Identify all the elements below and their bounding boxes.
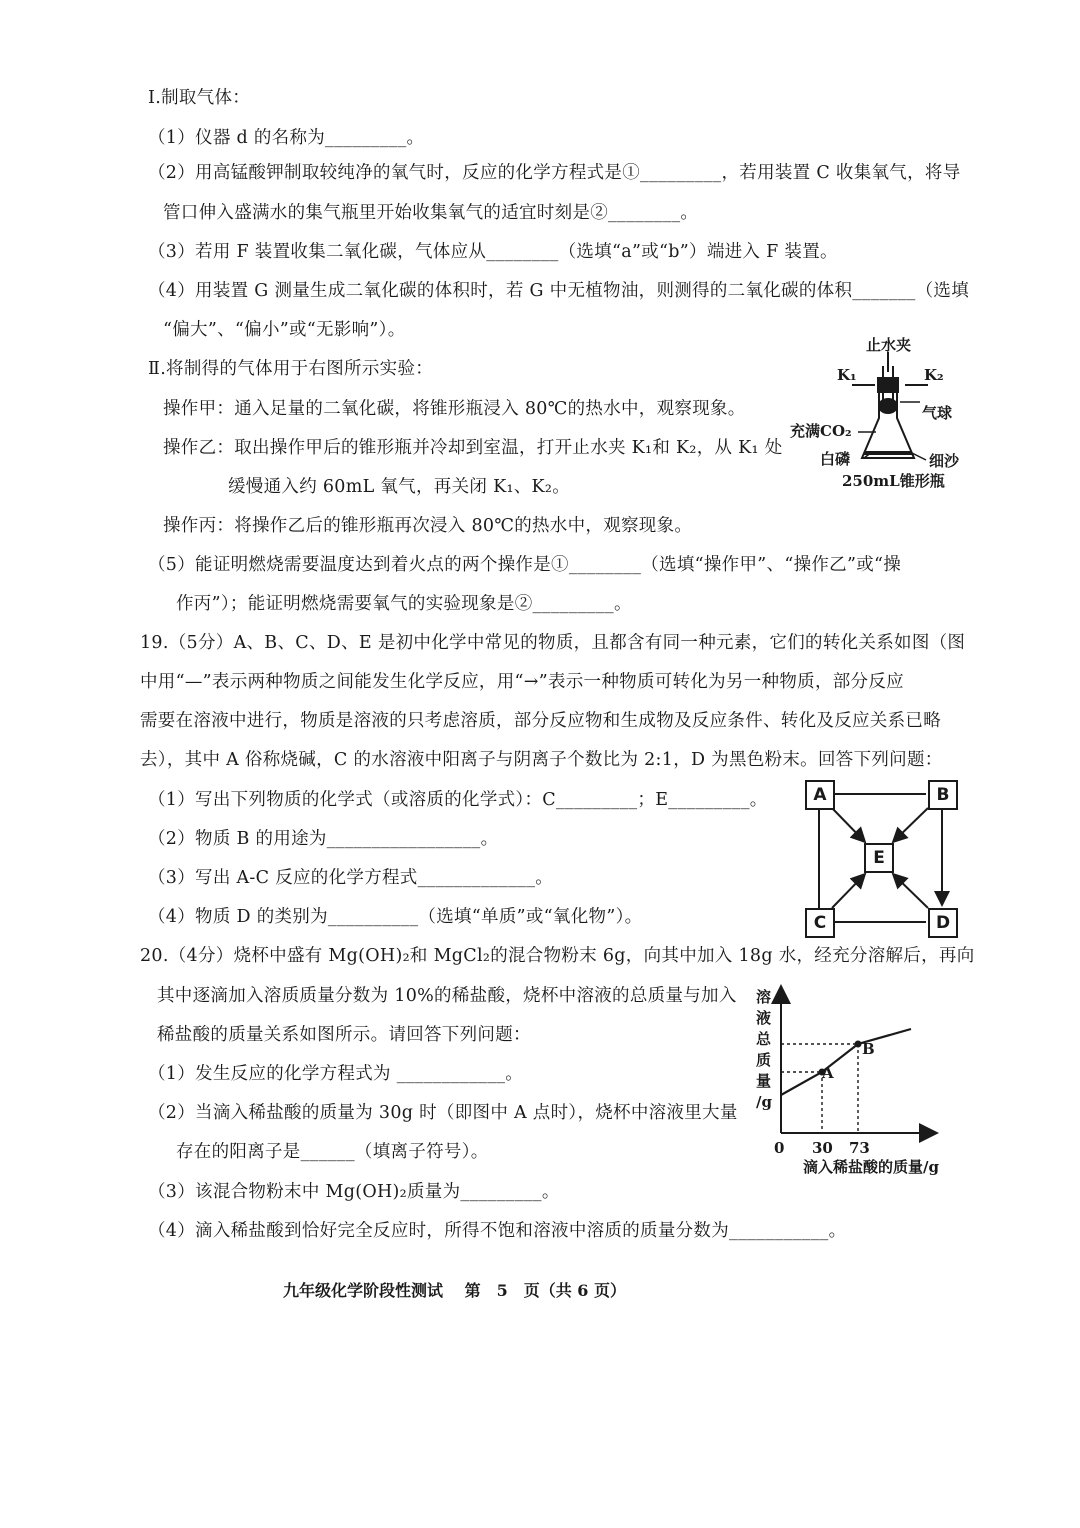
question-line: “偏大”、“偏小”或“无影响”）。	[163, 320, 406, 340]
point-a-label: A	[822, 1064, 834, 1082]
node-d: D	[928, 908, 958, 938]
y-label-char: /g	[756, 1093, 772, 1111]
question-20-stem: 20.（4分）烧杯中盛有 Mg(OH)₂和 MgCl₂的混合物粉末 6g，向其中加入 18g 水，经充分溶解后，再向	[140, 946, 975, 966]
question-19-stem: 需要在溶液中进行，物质是溶液的只考虑溶质，部分反应物和生成物及反应条件、转化及反应关系已略	[140, 711, 941, 731]
operation-line: 操作乙：取出操作甲后的锥形瓶并冷却到室温，打开止水夹 K₁和 K₂，从 K₁ 处	[163, 438, 783, 458]
x-tick-73: 73	[849, 1139, 870, 1157]
question-line: （3）若用 F 装置收集二氧化碳，气体应从________（选填“a”或“b”）端进入 F 装置。	[148, 242, 838, 262]
x-axis-label: 滴入稀盐酸的质量/g	[803, 1158, 939, 1176]
phosphorus-label: 白磷	[820, 450, 851, 468]
question-line: （4）用装置 G 测量生成二氧化碳的体积时，若 G 中无植物油，则测得的二氧化碳的体积_______（选填	[148, 281, 969, 301]
question-line: 管口伸入盛满水的集气瓶里开始收集氧气的适宜时刻是②________。	[163, 203, 699, 223]
question-line: （3）该混合物粉末中 Mg(OH)₂质量为_________。	[148, 1182, 560, 1202]
question-line: （2）物质 B 的用途为_________________。	[148, 829, 499, 849]
k1-label: K₁	[837, 366, 857, 384]
clamp-label: 止水夹	[866, 336, 912, 354]
flask-label: 250mL锥形瓶	[842, 472, 945, 490]
point-b-marker	[855, 1041, 862, 1048]
series-line	[781, 1029, 911, 1095]
section-2-heading: Ⅱ.将制得的气体用于右图所示实验：	[148, 359, 434, 379]
x-tick-30: 30	[812, 1139, 833, 1157]
node-e: E	[864, 843, 894, 873]
y-label-char: 质	[756, 1051, 772, 1069]
question-line: （5）能证明燃烧需要温度达到着火点的两个操作是①________（选填“操作甲”、“操作乙”或“操	[148, 555, 902, 575]
balloon-label: 气球	[922, 404, 953, 422]
question-20-stem: 稀盐酸的质量关系如图所示。请回答下列问题：	[157, 1025, 531, 1045]
y-label-char: 总	[756, 1030, 772, 1048]
node-b: B	[928, 780, 958, 810]
question-line: （4）物质 D 的类别为__________（选填“单质”或“氧化物”）。	[148, 907, 643, 927]
node-a: A	[805, 780, 835, 810]
y-label-char: 量	[756, 1072, 772, 1090]
page-footer: 九年级化学阶段性测试 第 5 页（共 6 页）	[283, 1281, 626, 1300]
question-19-stem: 19.（5分）A、B、C、D、E 是初中化学中常见的物质，且都含有同一种元素，它们的转化关系如图（图	[140, 633, 966, 653]
question-line: （2）用高锰酸钾制取较纯净的氧气时，反应的化学方程式是①_________，若用装置 C 收集氧气，将导	[148, 163, 961, 183]
question-line: （1）发生反应的化学方程式为 ____________。	[148, 1064, 524, 1084]
y-label-char: 液	[756, 1009, 772, 1027]
question-19-stem: 中用“—”表示两种物质之间能发生化学反应，用“→”表示一种物质可转化为另一种物质，部分反应	[140, 672, 904, 692]
co2-label: 充满CO₂	[790, 422, 852, 440]
sand-label: 细沙	[929, 452, 960, 470]
question-line: （2）当滴入稀盐酸的质量为 30g 时（即图中 A 点时），烧杯中溶液里大量	[148, 1103, 738, 1123]
question-line: （4）滴入稀盐酸到恰好完全反应时，所得不饱和溶液中溶质的质量分数为___________。	[148, 1221, 847, 1241]
operation-line: 缓慢通入约 60mL 氧气，再关闭 K₁、K₂。	[228, 477, 571, 497]
operation-line: 操作丙：将操作乙后的锥形瓶再次浸入 80℃的热水中，观察现象。	[163, 516, 693, 536]
question-line: （1）写出下列物质的化学式（或溶质的化学式）：C_________；E_________。	[148, 790, 768, 810]
origin-label: 0	[774, 1139, 785, 1157]
question-line: 作丙”）；能证明燃烧需要氧气的实验现象是②_________。	[176, 594, 632, 614]
question-line: 存在的阳离子是______（填离子符号）。	[176, 1142, 489, 1162]
operation-line: 操作甲：通入足量的二氧化碳，将锥形瓶浸入 80℃的热水中，观察现象。	[163, 399, 746, 419]
k2-label: K₂	[924, 366, 944, 384]
point-b-label: B	[862, 1040, 875, 1058]
question-line: （1）仪器 d 的名称为_________。	[148, 128, 425, 148]
y-label-char: 溶	[756, 988, 772, 1006]
section-1-heading: Ⅰ.制取气体：	[148, 88, 251, 108]
question-line: （3）写出 A-C 反应的化学方程式_____________。	[148, 868, 554, 888]
question-19-stem: 去），其中 A 俗称烧碱，C 的水溶液中阳离子与阴离子个数比为 2:1，D 为黑色粉末。回答下列问题：	[140, 750, 943, 770]
question-20-stem: 其中逐滴加入溶质质量分数为 10%的稀盐酸，烧杯中溶液的总质量与加入	[157, 986, 737, 1006]
node-c: C	[805, 908, 835, 938]
